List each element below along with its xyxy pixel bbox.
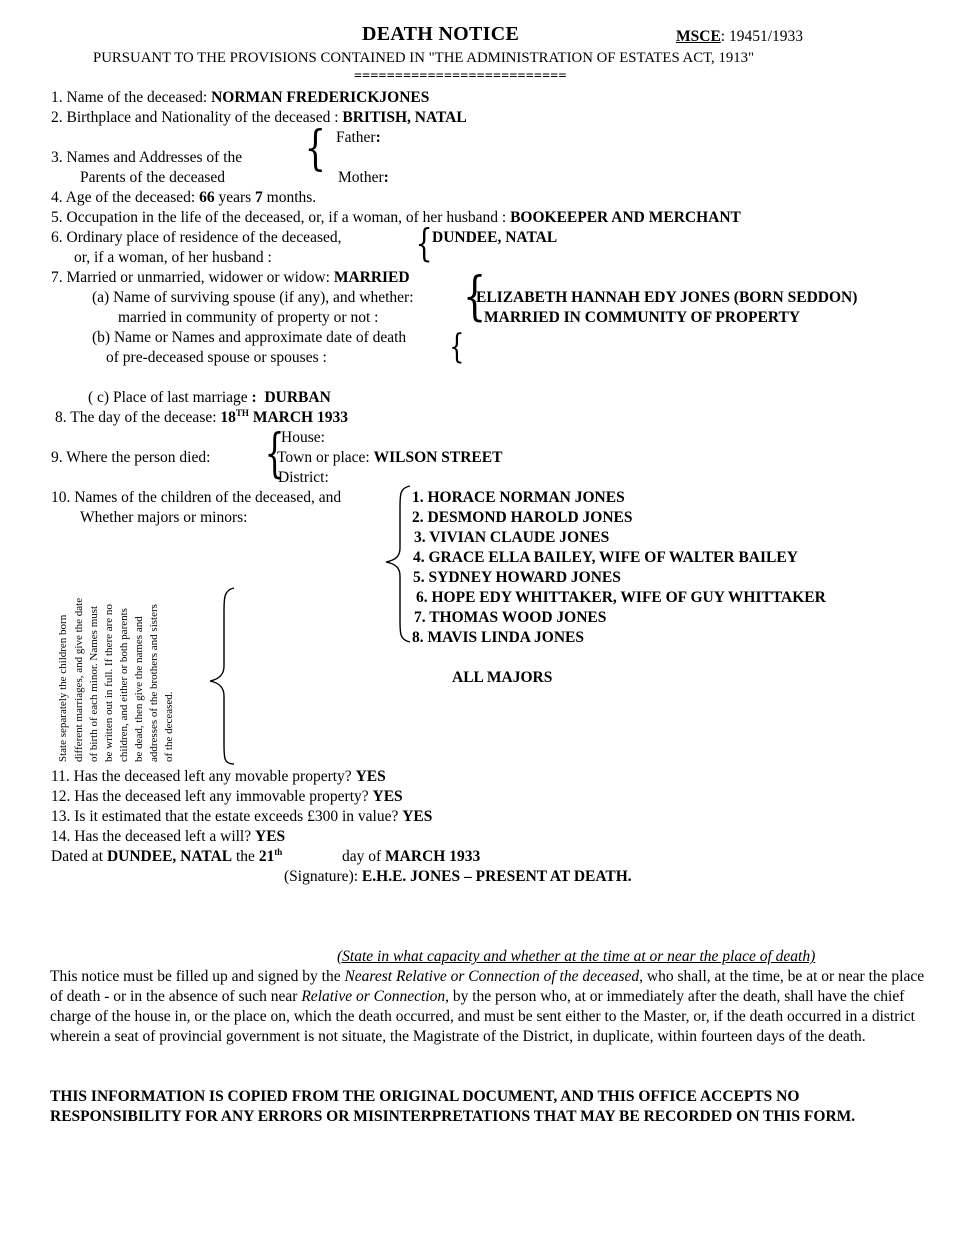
item-immovable-label: 12. Has the deceased left any immovable property? [51,788,373,805]
item-movable [51,767,386,787]
decease-day: 18 [220,409,236,426]
item-age-label: 4. Age of the deceased: [51,189,200,206]
item-occupation-value: BOOKEEPER AND MERCHANT [510,209,741,226]
msce-value: : 19451/1933 [720,28,804,45]
notice-text-2: , who shall, at the time, be at or near the place of death - or in the absence of such near [50,968,925,1005]
dated-month-year: MARCH 1933 [385,848,481,865]
decease-month-year: MARCH 1933 [248,409,348,426]
decease-date-label: 8. The day of the decease: [55,409,221,426]
predeceased-label-2: of pre-deceased spouse or spouses : [106,349,327,366]
item-children-label-1: 10. Names of the children of the deceased, and [51,489,342,506]
death-town-label: Town or place: [277,449,374,466]
spouse-brace-icon: { [462,267,487,327]
dated-month [342,847,480,867]
item-marriage-place [88,388,331,408]
item-marital-label: 7. Married or unmarried, widower or widow: [51,269,334,286]
instruction-line: of the deceased. [163,691,175,762]
mother-label: Mother [338,169,384,186]
dated-label: Dated at [51,848,107,865]
parents-brace-icon: { [304,120,326,176]
child-entry: 8. MAVIS LINDA JONES [412,629,584,646]
child-entry: 6. HOPE EDY WHITTAKER, WIFE OF GUY WHITTAKER [416,589,826,606]
spouse-label-1: (a) Name of surviving spouse (if any), and whether: [92,289,414,306]
age-months-label: months. [262,189,317,206]
dated-day-suffix: th [274,846,283,857]
item-occupation [51,208,741,228]
instruction-line: of birth of each minor. Names must [88,605,100,762]
separator-line: ========================== [354,69,567,84]
instruction-line: be written out in full. If there are no [103,604,115,762]
death-place-brace-icon: { [264,424,285,484]
item-children-label-2: Whether majors or minors: [80,509,248,526]
msce-label: MSCE [676,28,721,45]
death-district: District: [278,469,329,486]
item-movable-label: 11. Has the deceased left any movable property? [51,768,356,785]
dated-place: DUNDEE, NATAL [106,848,233,865]
instruction-line: be dead, then give the names and [133,616,145,762]
item-name-label: 1. Name of the deceased: [51,89,212,106]
item-birthplace [51,108,467,128]
capacity-note: (State in what capacity and whether at the time at or near the place of death) [337,948,816,965]
signature-label: (Signature): [284,868,362,885]
age-years: 66 [199,189,215,206]
death-house: House: [281,429,325,446]
msce-number [676,27,803,47]
item-name-value: NORMAN FREDERICKJONES [211,89,430,106]
predeceased-brace-icon: { [449,327,465,367]
instruction-line: addresses of the brothers and sisters [148,604,160,762]
death-town [277,448,502,468]
spouse-name: ELIZABETH HANNAH EDY JONES (BORN SEDDON) [476,289,858,306]
signature-line [284,867,632,887]
item-residence-label-1: 6. Ordinary place of residence of the deceased, [51,229,342,246]
death-town-value: WILSON STREET [373,449,503,466]
item-immovable-value: YES [372,788,403,805]
item-name [51,88,429,108]
signature-value: E.H.E. JONES – PRESENT AT DEATH. [361,868,632,885]
item-marital [51,268,410,288]
child-entry: 7. THOMAS WOOD JONES [414,609,607,626]
children-status: ALL MAJORS [452,669,553,686]
item-parents-label-1: 3. Names and Addresses of the [51,149,243,166]
item-estate-value [51,807,432,827]
mother-field [338,168,389,188]
item-estate-answer: YES [402,808,433,825]
notice-emphasis-1: Nearest Relative or Connection of the deceased [344,968,640,985]
father-label: Father [336,129,376,146]
child-entry: 3. VIVIAN CLAUDE JONES [414,529,610,546]
marriage-place-colon: : [251,389,257,406]
notice-text-3: , by the person who, at or immediately after the death, shall have the chief charge of the house in, or the place on, which the death occurred, and must be sent either to the Master, or, if the death occurred in a district wherein a seat of provincial government is not situate, the Magistrate of the District, in duplicate, within fourteen days of the death. [50,988,915,1045]
item-residence-label-2: or, if a woman, of her husband : [74,249,272,266]
dated-day: 21 [258,848,275,865]
children-brace-icon [384,484,414,644]
item-estate-label: 13. Is it estimated that the estate exceeds £300 in value? [51,808,403,825]
instruction-line: different marriages, and give the date [73,597,85,762]
item-immovable [51,787,403,807]
disclaimer: THIS INFORMATION IS COPIED FROM THE ORIGINAL DOCUMENT, AND THIS OFFICE ACCEPTS NO RESPONSIBILITY FOR ANY ERRORS OR MISINTERPRETATIONS THAT MAY BE RECORDED ON THIS FORM. [50,1088,856,1125]
mother-colon: : [383,169,389,186]
spouse-label-2: married in community of property or not : [118,309,379,326]
age-months: 7 [255,189,263,206]
instruction-line: children, and either or both parents [118,608,130,762]
residence-brace-icon: { [415,221,433,265]
item-will [51,827,285,847]
instruction-line: State separately the children born [57,614,69,762]
decease-day-suffix: TH [235,407,249,418]
item-will-value: YES [255,828,286,845]
marriage-place-label: ( c) Place of last marriage [88,389,252,406]
child-entry: 5. SYDNEY HOWARD JONES [413,569,621,586]
item-birthplace-value: BRITISH, NATAL [342,109,467,126]
age-years-label: years [214,189,256,206]
instructions-brace-icon [208,586,238,766]
page-title: DEATH NOTICE [362,23,520,45]
item-will-label: 14. Has the deceased left a will? [51,828,255,845]
item-marital-value: MARRIED [333,269,410,286]
item-occupation-label: 5. Occupation in the life of the deceased, or, if a woman, of her husband : [51,209,511,226]
predeceased-label-1: (b) Name or Names and approximate date of death [92,329,407,346]
item-parents-label-2: Parents of the deceased [80,169,226,186]
dated-the: the [232,848,259,865]
page-subtitle: PURSUANT TO THE PROVISIONS CONTAINED IN "THE ADMINISTRATION OF ESTATES ACT, 1913" [93,50,755,66]
item-age [51,188,316,208]
item-movable-value: YES [355,768,386,785]
item-decease-date [55,408,348,428]
notice-emphasis-2: Relative or Connection [301,988,446,1005]
item-birthplace-label: 2. Birthplace and Nationality of the deceased : [51,109,343,126]
spouse-community: MARRIED IN COMMUNITY OF PROPERTY [484,309,801,326]
father-field [336,128,381,148]
marriage-place-value: DURBAN [264,389,331,406]
child-entry: 4. GRACE ELLA BAILEY, WIFE OF WALTER BAILEY [413,549,798,566]
notice-paragraph [50,967,930,1047]
father-colon: : [375,129,381,146]
dated-day-of: day of [342,848,386,865]
child-entry: 1. HORACE NORMAN JONES [412,489,625,506]
notice-text-1: This notice must be filled up and signed by the [50,968,345,985]
item-residence-value: DUNDEE, NATAL [432,229,558,246]
child-entry: 2. DESMOND HAROLD JONES [412,509,633,526]
dated-line [51,847,282,867]
item-death-place-label: 9. Where the person died: [51,449,211,466]
